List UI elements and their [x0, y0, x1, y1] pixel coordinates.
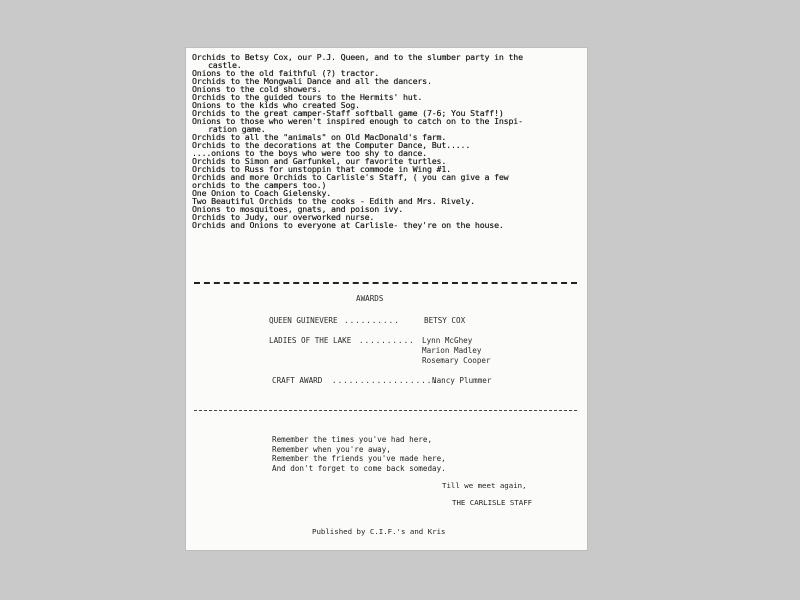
note-line: Orchids to Judy, our overworked nurse. [192, 212, 375, 222]
note-line: Orchids to Russ for unstoppin that commode in Wing #1. [192, 164, 451, 174]
note-line: Orchids to the decorations at the Computer Dance, But..... [192, 140, 471, 150]
poem-line: Remember the friends you've made here, [272, 454, 446, 464]
note-line: Orchids to Simon and Garfunkel, our favorite turtles. [192, 156, 447, 166]
note-line: orchids to the campers too.) [192, 180, 327, 190]
note-line: Orchids and more Orchids to Carlisle's Staff, ( you can give a few [192, 172, 509, 182]
award-name: Lynn McGhey [422, 336, 473, 345]
note-line: castle. [208, 60, 242, 70]
note-line: Onions to mosquitoes, gnats, and poison ivy. [192, 204, 403, 214]
signoff-line: Till we meet again, [442, 481, 527, 490]
section-divider [194, 282, 577, 284]
staff-signature: THE CARLISLE STAFF [452, 498, 533, 507]
note-line: Orchids to the great camper-Staff softball game (7-6; You Staff!) [192, 108, 504, 118]
newsletter-page [186, 48, 587, 550]
publisher-credit: Published by C.I.F.'s and Kris [312, 527, 446, 536]
award-name: Rosemary Cooper [422, 356, 491, 365]
queen-award-label: QUEEN GUINEVERE [269, 316, 338, 325]
note-line: Onions to the kids who created Sog. [192, 100, 360, 110]
ladies-award-names [422, 336, 491, 366]
note-line: Onions to the cold showers. [192, 84, 322, 94]
note-line: ....onions to the boys who were too shy to dance. [192, 148, 427, 158]
poem-line: Remember when you're away, [272, 444, 391, 454]
leader-dots: ................... [332, 376, 438, 385]
poem-line: Remember the times you've had here, [272, 435, 433, 444]
note-line: Two Beautiful Orchids to the cooks - Edith and Mrs. Rively. [192, 196, 475, 206]
craft-award-name: Nancy Plummer [432, 376, 492, 385]
award-name: Marion Madley [422, 346, 482, 355]
note-line: Orchids to all the "animals" on Old MacDonald's farm. [192, 132, 447, 142]
ladies-award-label: LADIES OF THE LAKE [269, 336, 352, 345]
note-line: ration game. [208, 124, 266, 134]
section-divider [194, 410, 577, 411]
queen-award-name: BETSY COX [424, 316, 466, 325]
awards-heading: AWARDS [356, 294, 384, 303]
note-line: Orchids and Onions to everyone at Carlisle- they're on the house. [192, 220, 504, 230]
orchids-and-onions-list [192, 53, 523, 229]
note-line: Orchids to Betsy Cox, our P.J. Queen, and to the slumber party in the [192, 52, 523, 62]
leader-dots: .......... [359, 336, 415, 345]
note-line: Orchids to the guided tours to the Hermits' hut. [192, 92, 423, 102]
craft-award-label: CRAFT AWARD [272, 376, 323, 385]
leader-dots: .......... [344, 316, 400, 325]
note-line: Onions to the old faithful (?) tractor. [192, 68, 380, 78]
note-line: Orchids to the Mongwali Dance and all the dancers. [192, 76, 432, 86]
note-line: One Onion to Coach Gielensky. [192, 188, 332, 198]
poem-line: And don't forget to come back someday. [272, 463, 446, 473]
farewell-poem [272, 435, 446, 473]
note-line: Onions to those who weren't inspired enough to catch on to the Inspi- [192, 116, 523, 126]
